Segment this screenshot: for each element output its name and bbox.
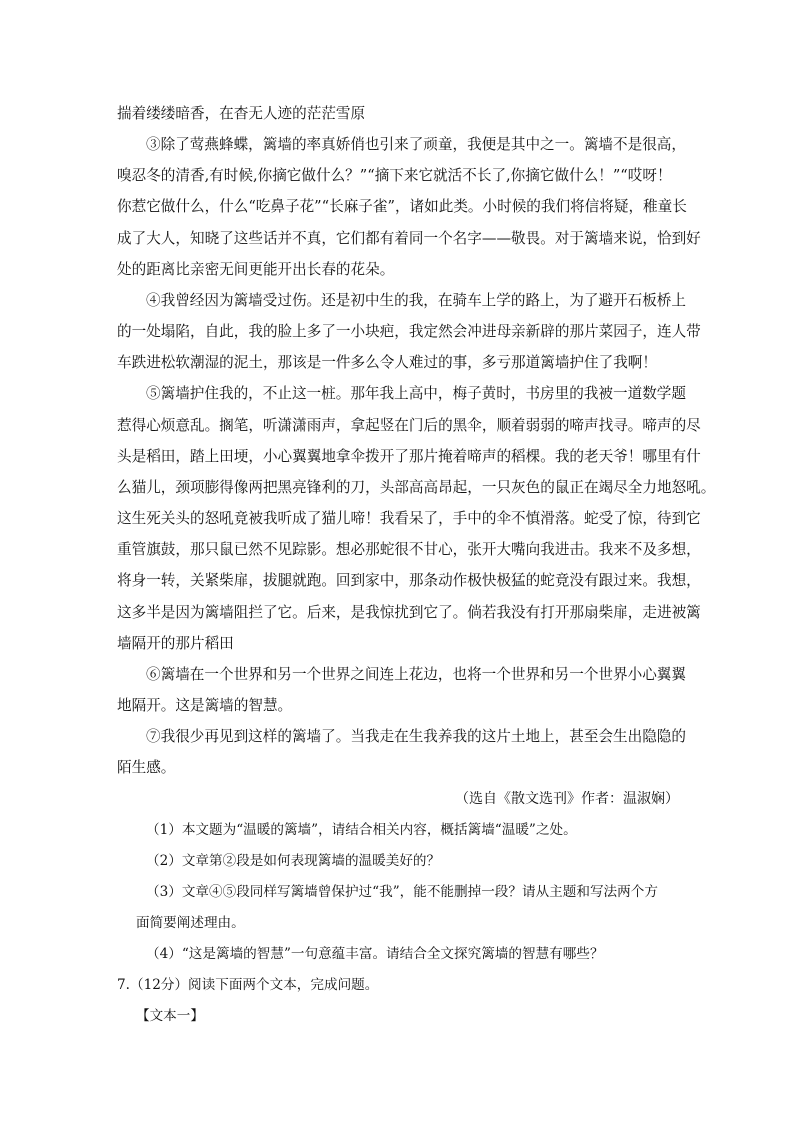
paragraph-3-line: 成了大人，知晓了这些话并不真，它们都有着同一个名字——敬畏。对于篱墙来说，恰到好 [117, 230, 701, 247]
paragraph-5-line: 墙隔开的那片稻田 [117, 635, 234, 652]
paragraph-3-line: 你惹它做什么，什么“吃鼻子花”“长麻子雀”，诸如此类。小时候的我们将信将疑，稚童长 [117, 198, 687, 215]
paragraph-5-line: 这多半是因为篱墙阻拦了它。后来，是我惊扰到它了。倘若我没有打开那扇柴扉，走进被篱 [117, 604, 701, 621]
question-7-heading: 7.（12分）阅读下面两个文本，完成问题。 [117, 977, 379, 993]
paragraph-4-line: 的一处塌陷，自此，我的脸上多了一小块疤，我定然会冲进母亲新辟的那片菜园子，连人带 [117, 323, 701, 340]
paragraph-5-line: 么猫儿，颈项膨得像两把黑亮锋利的刀，头部高高昂起，一只灰色的鼠正在竭尽全力地怒吼。 [117, 479, 716, 496]
paragraph-3-line: 处的距离比亲密无间更能开出长春的花朵。 [117, 261, 395, 278]
paragraph-3-line: 嗅忍冬的清香,有时候,你摘它做什么？”“摘下来它就活不长了,你摘它做什么！”“哎呀！ [117, 167, 672, 184]
paragraph-5-line: 头是稻田，踏上田埂，小心翼翼地拿伞拨开了那片掩着啼声的稻棵。我的老天爷！哪里有什 [117, 448, 701, 465]
paragraph-3-line: ③除了莺燕蜂蝶，篱墙的率真娇俏也引来了顽童，我便是其中之一。篱墙不是很高， [146, 136, 686, 153]
paragraph-5-line: 惹得心烦意乱。搁笔，听潇潇雨声，拿起竖在门后的黑伞，顺着弱弱的啼声找寻。啼声的尽 [117, 417, 701, 434]
paragraph-5-line: 这生死关头的怒吼竟被我听成了猫儿啼！我看呆了，手中的伞不慎滑落。蛇受了惊，待到它 [117, 510, 701, 527]
paragraph-4-line: ④我曾经因为篱墙受过伤。还是初中生的我，在骑车上学的路上，为了避开石板桥上 [146, 292, 686, 309]
question-3-continued: 面简要阐述理由。 [136, 915, 245, 931]
paragraph-4-line: 车跌进松软潮湿的泥土，那该是一件多么令人难过的事，多亏那道篱墙护住了我啊！ [117, 354, 657, 371]
question-4: （4）“这是篱墙的智慧”一句意蕴丰富。请结合全文探究篱墙的智慧有哪些？ [146, 946, 604, 962]
paragraph-6-line: ⑥篱墙在一个世界和另一个世界之间连上花边，也将一个世界和另一个世界小心翼翼 [146, 666, 686, 683]
text-one-label: 【文本一】 [136, 1008, 204, 1024]
paragraph-6-line: 地隔开。这是篱墙的智慧。 [117, 697, 293, 714]
paragraph-5-line: 将身一转，关紧柴扉，拔腿就跑。回到家中，那条动作极快极猛的蛇竟没有跟过来。我想， [117, 572, 701, 589]
paragraph-7-line: 陌生感。 [117, 759, 176, 776]
question-2: （2）文章第②段是如何表现篱墙的温暖美好的？ [146, 853, 441, 869]
paragraph-5-line: 重管旗鼓，那只鼠已然不见踪影。想必那蛇很不甘心，张开大嘴向我进击。我来不及多想， [117, 541, 701, 558]
question-3: （3）文章④⑤段同样写篱墙曾保护过“我”，能不能删掉一段？请从主题和写法两个方 [146, 884, 658, 900]
paragraph-2-end: 揣着缕缕暗香，在杳无人迹的茫茫雪原 [117, 105, 366, 122]
article-source: （选自《散文选刊》作者：温淑娴） [455, 791, 679, 807]
question-1: （1）本文题为“温暖的篱墙”，请结合相关内容，概括篱墙“温暖”之处。 [146, 822, 577, 838]
paragraph-7-line: ⑦我很少再见到这样的篱墙了。当我走在生我养我的这片土地上，甚至会生出隐隐的 [146, 728, 686, 745]
paragraph-5-line: ⑤篱墙护住我的，不止这一桩。那年我上高中，梅子黄时，书房里的我被一道数学题 [146, 385, 686, 402]
